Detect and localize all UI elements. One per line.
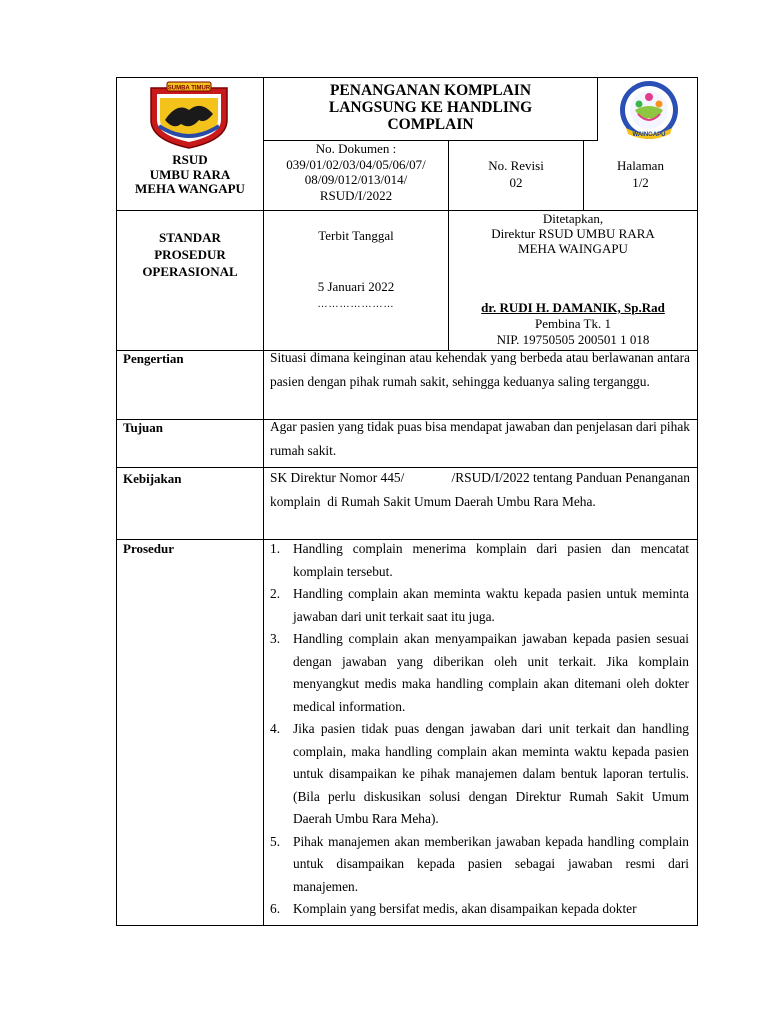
signer-rank: Pembina Tk. 1 (535, 316, 611, 331)
page-cell (584, 157, 697, 191)
sop-label-line: PROSEDUR (154, 247, 226, 262)
signer-name: dr. RUDI H. DAMANIK, Sp.Rad (481, 300, 665, 315)
list-item-number: 3. (270, 631, 281, 646)
kebijakan-text: SK Direktur Nomor 445/ /RSUD/I/2022 tentang Panduan Penanganan komplain di Rumah Sakit Umum Daerah Umbu Rara Meha. (270, 470, 694, 509)
page-label: Halaman (617, 158, 664, 173)
director-line: Direktur RSUD UMBU RARA (491, 226, 655, 241)
doc-number-cell (264, 141, 448, 203)
prosedur-list (270, 538, 689, 921)
list-item (270, 831, 689, 899)
list-item-text: Handling complain akan menyampaikan jawaban kepada pasien sesuai dengan jawaban yang diberikan oleh unit terkait. Jika komplain menyangkut medis maka handling complain akan ditemani oleh dokter medical information. (293, 631, 689, 714)
revision-label: No. Revisi (488, 158, 544, 173)
hospital-name-line: UMBU RARA (149, 166, 231, 182)
tujuan-text: Agar pasien yang tidak puas bisa mendapat jawaban dan penjelasan dari pihak rumah sakit. (270, 419, 690, 458)
title-line: PENANGANAN KOMPLAIN (329, 82, 532, 99)
revision-cell (449, 157, 583, 191)
hospital-name-line: MEHA WANGAPU (135, 181, 245, 196)
signer-block (449, 300, 697, 348)
doc-number-line: RSUD/I/2022 (319, 187, 393, 203)
doc-number-line: 039/01/02/03/04/05/06/07/ (286, 156, 426, 172)
page-value: 1/2 (632, 175, 649, 190)
list-item-number: 2. (270, 586, 281, 601)
revision-value: 02 (509, 175, 523, 190)
hospital-name (117, 153, 263, 197)
signer-nip: NIP. 19750505 200501 1 018 (496, 332, 650, 347)
list-item (270, 718, 689, 831)
logo-text-top: SUMBA TIMUR (167, 85, 211, 92)
logo-text-waingapu: WAINGAPU (632, 132, 666, 138)
list-item-number: 6. (270, 901, 281, 916)
list-item (270, 628, 689, 718)
kebijakan-label: Kebijakan (123, 471, 182, 486)
issue-date-label: Terbit Tanggal (318, 228, 394, 243)
approval-label: Ditetapkan, (542, 211, 604, 226)
issue-date: 5 Januari 2022 (317, 279, 395, 294)
list-item (270, 538, 689, 583)
list-item-text: Komplain yang bersifat medis, akan disampaikan kepada dokter (293, 901, 637, 916)
list-item-text: Pihak manajemen akan memberikan jawaban kepada handling complain untuk disampaikan kepada pasien sebagai jawaban resmi dari manajemen. (293, 833, 689, 894)
approval-block (449, 211, 697, 256)
sop-label (117, 229, 263, 280)
director-line: MEHA WAINGAPU (518, 241, 628, 256)
list-item-text: Handling complain akan meminta waktu kepada pasien untuk meminta jawaban dari unit terkait saat itu juga. (293, 586, 689, 624)
title-line: LANGSUNG KE HANDLING (328, 99, 533, 116)
doc-number-label: No. Dokumen : (315, 141, 397, 156)
document-title (264, 82, 597, 133)
hospital-name-line: RSUD (172, 152, 208, 167)
list-item-text: Jika pasien tidak puas dengan jawaban dari unit terkait dan handling complain, maka handling complain akan meminta waktu kepada pasien untuk disampaikan ke pihak manajemen dalam bentuk laporan tertulis. (Bila perlu diskusikan solusi dengan Direktur Rumah Sakit Umum Daerah Umbu Rara Meha). (293, 721, 689, 826)
prosedur-label: Prosedur (123, 541, 175, 556)
issue-date-dots: ………………… (317, 299, 395, 310)
doc-number-line: 08/09/012/013/014/ (304, 172, 408, 187)
list-item-number: 1. (270, 541, 281, 556)
tujuan-label: Tujuan (123, 420, 163, 435)
list-item (270, 898, 689, 921)
list-item-number: 4. (270, 721, 281, 736)
pengertian-label: Pengertian (123, 351, 184, 366)
accreditation-logo (612, 80, 686, 142)
sop-label-line: OPERASIONAL (142, 264, 238, 279)
pengertian-text: Situasi dimana keinginan atau kehendak yang berbeda atau berlawanan antara pasien dengan pihak rumah sakit, sehingga keduanya saling terganggu. (270, 350, 690, 389)
sop-label-line: STANDAR (159, 230, 221, 245)
list-item-number: 5. (270, 833, 281, 849)
list-item-text: Handling complain menerima komplain dari pasien dan mencatat komplain tersebut. (293, 541, 689, 579)
title-line: COMPLAIN (387, 116, 474, 133)
hospital-logo (147, 80, 231, 150)
list-item (270, 583, 689, 628)
